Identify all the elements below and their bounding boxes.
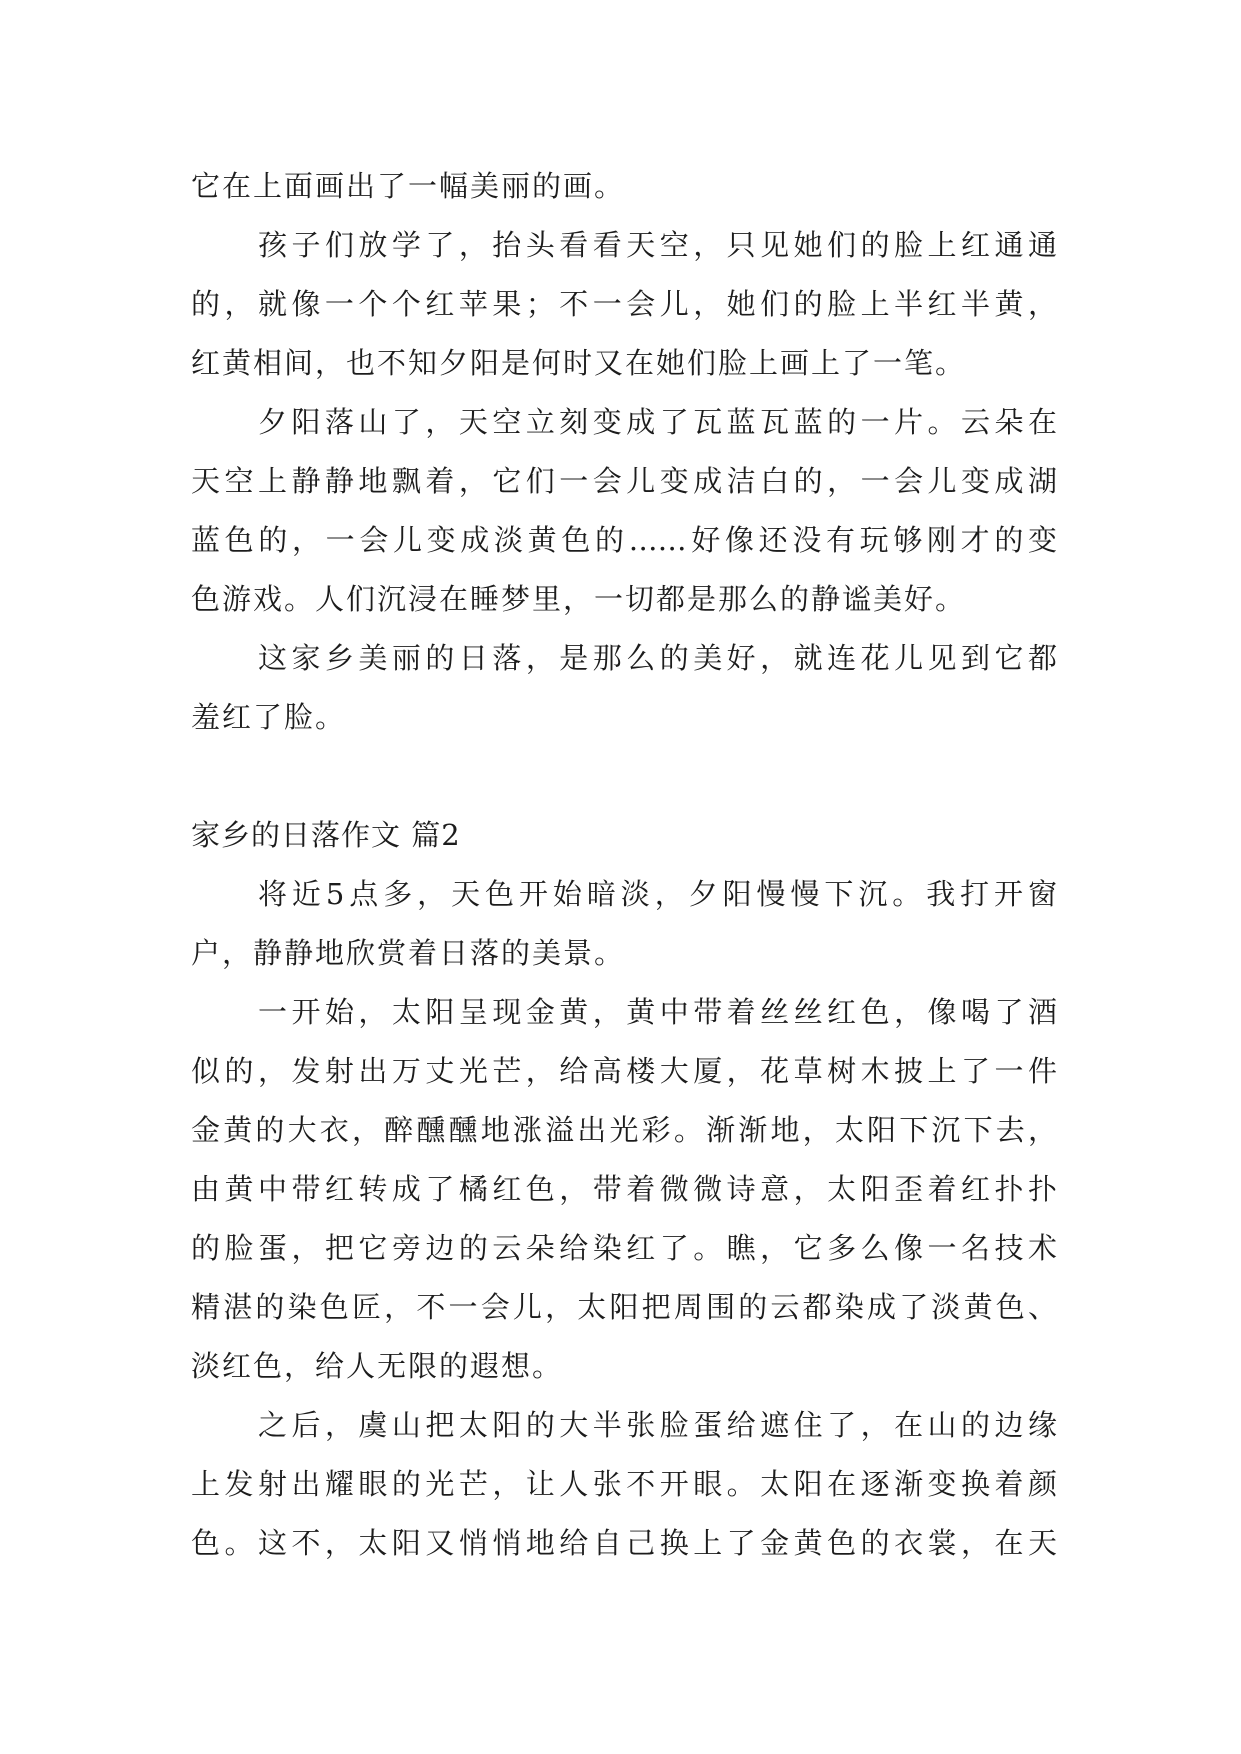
- text-line: 淡红色，给人无限的遐想。: [191, 1349, 564, 1383]
- text-line: 孩子们放学了，抬头看看天空，只见她们的脸上红通通: [258, 228, 1057, 262]
- paragraph: [191, 629, 1057, 747]
- text-line: 的，就像一个个红苹果；不一会儿，她们的脸上半红半黄，: [191, 287, 1057, 321]
- paragraph: [191, 157, 1057, 216]
- text-line: 似的，发射出万丈光芒，给高楼大厦，花草树木披上了一件: [191, 1054, 1057, 1088]
- text-line: 一开始，太阳呈现金黄，黄中带着丝丝红色，像喝了酒: [258, 995, 1057, 1029]
- text-line: 之后，虞山把太阳的大半张脸蛋给遮住了，在山的边缘: [258, 1408, 1057, 1442]
- section-heading: 家乡的日落作文 篇2: [191, 818, 461, 852]
- text-line: 它在上面画出了一幅美丽的画。: [191, 169, 626, 203]
- text-line: 天空上静静地飘着，它们一会儿变成洁白的，一会儿变成湖: [191, 464, 1057, 498]
- text-line: 这家乡美丽的日落，是那么的美好，就连花儿见到它都: [258, 641, 1057, 675]
- text-line: 夕阳落山了，天空立刻变成了瓦蓝瓦蓝的一片。云朵在: [258, 405, 1057, 439]
- text-line: 蓝色的，一会儿变成淡黄色的……好像还没有玩够刚才的变: [191, 523, 1057, 557]
- text-line: 羞红了脸。: [191, 700, 347, 734]
- text-line: 的脸蛋，把它旁边的云朵给染红了。瞧，它多么像一名技术: [191, 1231, 1057, 1265]
- text-line: 将近5点多，天色开始暗淡，夕阳慢慢下沉。我打开窗: [258, 877, 1057, 911]
- text-column: [191, 157, 1057, 1573]
- text-line: 上发射出耀眼的光芒，让人张不开眼。太阳在逐渐变换着颜: [191, 1467, 1057, 1501]
- text-line: 金黄的大衣，醉醺醺地涨溢出光彩。渐渐地，太阳下沉下去，: [191, 1113, 1057, 1147]
- blank-line: [191, 747, 1057, 806]
- paragraph: [191, 1396, 1057, 1573]
- text-line: 色游戏。人们沉浸在睡梦里，一切都是那么的静谧美好。: [191, 582, 967, 616]
- text-line: 精湛的染色匠，不一会儿，太阳把周围的云都染成了淡黄色、: [191, 1290, 1057, 1324]
- paragraph: [191, 393, 1057, 629]
- text-line: 红黄相间，也不知夕阳是何时又在她们脸上画上了一笔。: [191, 346, 967, 380]
- paragraph: [191, 865, 1057, 983]
- paragraph: [191, 216, 1057, 393]
- text-line: 由黄中带红转成了橘红色，带着微微诗意，太阳歪着红扑扑: [191, 1172, 1057, 1206]
- paragraph: [191, 983, 1057, 1396]
- text-line: 色。这不，太阳又悄悄地给自己换上了金黄色的衣裳，在天: [191, 1526, 1057, 1560]
- text-line: 户，静静地欣赏着日落的美景。: [191, 936, 626, 970]
